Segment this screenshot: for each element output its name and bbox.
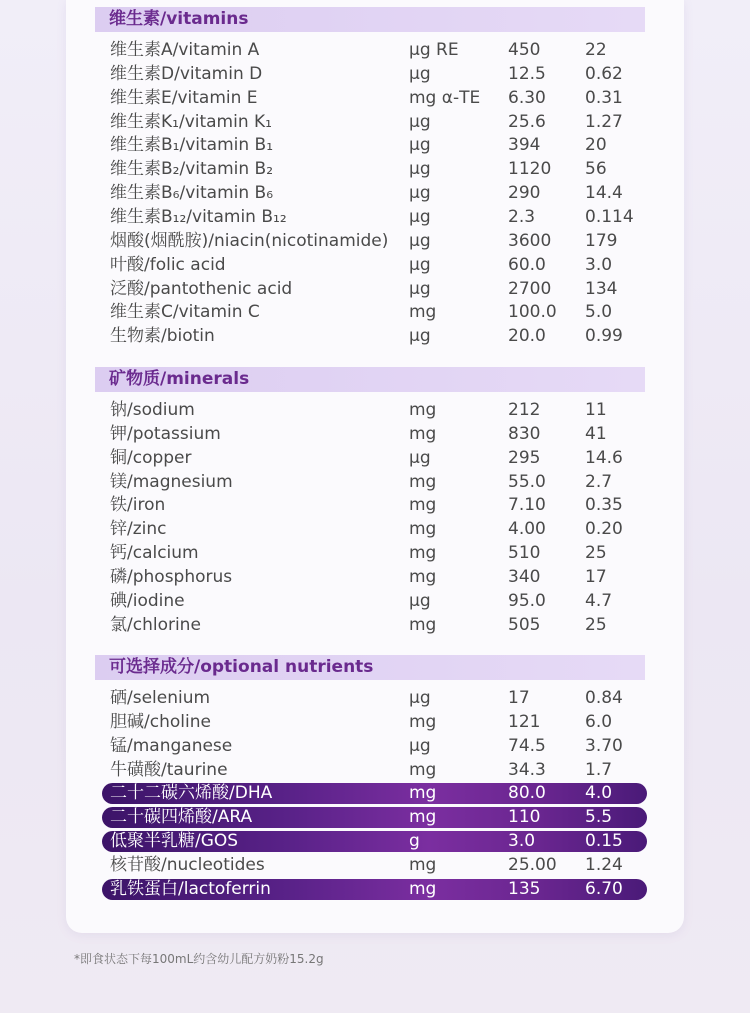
value-per-100ml: 3.70	[585, 735, 623, 756]
value-per-100ml: 5.5	[585, 807, 613, 828]
unit: mg	[409, 400, 437, 420]
unit: μg	[409, 111, 431, 132]
nutrient-name: 碘/iodine	[110, 590, 185, 611]
value-per-100g: 1120	[508, 159, 552, 180]
unit: mg	[409, 878, 437, 899]
value-per-100ml: 22	[585, 40, 607, 60]
nutrient-name: 铁/iron	[110, 495, 166, 516]
value-per-100g: 505	[508, 614, 541, 635]
unit: μg	[409, 326, 431, 347]
unit: mg	[409, 783, 437, 804]
table-row	[66, 446, 684, 470]
table-row	[66, 205, 684, 229]
table-row	[66, 877, 684, 901]
value-per-100ml: 6.70	[585, 878, 623, 899]
unit: μg	[409, 278, 431, 299]
value-per-100g: 25.6	[508, 111, 546, 132]
unit: μg	[409, 590, 431, 611]
unit: mg	[409, 711, 437, 732]
value-per-100g: 4.00	[508, 519, 546, 540]
value-per-100g: 121	[508, 711, 541, 732]
nutrient-name: 维生素B₁₂/vitamin B₁₂	[110, 206, 287, 227]
value-per-100ml: 14.4	[585, 183, 623, 204]
value-per-100g: 830	[508, 423, 541, 444]
value-per-100g: 25.00	[508, 854, 557, 875]
unit: μg	[409, 735, 431, 756]
value-per-100g: 12.5	[508, 63, 546, 84]
nutrient-name: 叶酸/folic acid	[110, 254, 226, 275]
value-per-100ml: 0.31	[585, 87, 623, 108]
value-per-100ml: 2.7	[585, 471, 613, 492]
value-per-100ml: 1.24	[585, 854, 623, 875]
table-row	[66, 758, 684, 782]
value-per-100g: 20.0	[508, 326, 546, 347]
unit: μg	[409, 135, 431, 156]
unit: mg	[409, 614, 437, 635]
nutrient-name: 锌/zinc	[110, 519, 167, 540]
value-per-100ml: 0.62	[585, 63, 623, 84]
nutrient-name: 维生素B₁/vitamin B₁	[110, 135, 274, 156]
table-row	[66, 62, 684, 86]
nutrient-name: 维生素B₆/vitamin B₆	[110, 183, 274, 204]
nutrient-name: 乳铁蛋白/lactoferrin	[110, 878, 271, 899]
value-per-100ml: 1.7	[585, 759, 613, 780]
unit: mg	[409, 423, 437, 444]
nutrient-name: 钠/sodium	[110, 400, 195, 420]
nutrient-name: 钾/potassium	[110, 423, 221, 444]
table-row	[66, 493, 684, 517]
value-per-100ml: 25	[585, 614, 607, 635]
nutrient-name: 维生素A/vitamin A	[110, 40, 260, 60]
value-per-100g: 3.0	[508, 831, 536, 852]
nutrient-name: 维生素D/vitamin D	[110, 63, 263, 84]
table-row	[66, 133, 684, 157]
value-per-100ml: 0.35	[585, 495, 623, 516]
section-header: 可选择成分/optional nutrients	[95, 655, 645, 680]
nutrient-name: 维生素B₂/vitamin B₂	[110, 159, 274, 180]
unit: μg	[409, 688, 431, 708]
nutrient-name: 钙/calcium	[110, 543, 199, 564]
unit: mg	[409, 854, 437, 875]
nutrition-table-card	[66, 0, 684, 933]
table-row	[66, 829, 684, 853]
table-row	[66, 324, 684, 348]
table-row	[66, 470, 684, 494]
nutrient-name: 锰/manganese	[110, 735, 233, 756]
value-per-100g: 17	[508, 688, 530, 708]
value-per-100g: 6.30	[508, 87, 546, 108]
table-row	[66, 613, 684, 637]
nutrient-name: 泛酸/pantothenic acid	[110, 278, 293, 299]
unit: μg	[409, 63, 431, 84]
value-per-100g: 34.3	[508, 759, 546, 780]
value-per-100g: 60.0	[508, 254, 546, 275]
value-per-100g: 212	[508, 400, 541, 420]
nutrient-name: 二十二碳六烯酸/DHA	[110, 783, 273, 804]
unit: μg	[409, 159, 431, 180]
value-per-100ml: 41	[585, 423, 607, 444]
value-per-100g: 2700	[508, 278, 552, 299]
nutrient-name: 铜/copper	[110, 447, 192, 468]
table-row	[66, 805, 684, 829]
table-row	[66, 157, 684, 181]
unit: mg	[409, 471, 437, 492]
section-header: 矿物质/minerals	[95, 367, 645, 392]
nutrient-name: 胆碱/choline	[110, 711, 211, 732]
nutrient-name: 低聚半乳糖/GOS	[110, 831, 239, 852]
nutrient-name: 二十碳四烯酸/ARA	[110, 807, 253, 828]
value-per-100g: 110	[508, 807, 541, 828]
section-header: 维生素/vitamins	[95, 7, 645, 32]
nutrient-name: 硒/selenium	[110, 688, 211, 708]
table-row	[66, 589, 684, 613]
table-row	[66, 300, 684, 324]
unit: mg	[409, 759, 437, 780]
value-per-100g: 450	[508, 40, 541, 60]
value-per-100g: 100.0	[508, 302, 557, 323]
nutrient-name: 生物素/biotin	[110, 326, 215, 347]
value-per-100ml: 20	[585, 135, 607, 156]
value-per-100ml: 0.84	[585, 688, 623, 708]
unit: g	[409, 831, 420, 852]
unit: mg	[409, 519, 437, 540]
unit: μg RE	[409, 40, 459, 60]
footnote: *即食状态下每100mL约含幼儿配方奶粉15.2g	[74, 952, 324, 966]
table-row	[66, 110, 684, 134]
table-row	[66, 86, 684, 110]
value-per-100ml: 4.7	[585, 590, 613, 611]
value-per-100ml: 4.0	[585, 783, 613, 804]
table-row	[66, 734, 684, 758]
value-per-100ml: 17	[585, 566, 607, 587]
table-row	[66, 781, 684, 805]
value-per-100ml: 134	[585, 278, 618, 299]
value-per-100ml: 6.0	[585, 711, 613, 732]
table-row	[66, 398, 684, 422]
nutrient-name: 烟酸(烟酰胺)/niacin(nicotinamide)	[110, 230, 389, 251]
value-per-100g: 55.0	[508, 471, 546, 492]
value-per-100ml: 179	[585, 230, 618, 251]
value-per-100g: 7.10	[508, 495, 546, 516]
table-row	[66, 541, 684, 565]
value-per-100g: 135	[508, 878, 541, 899]
value-per-100g: 2.3	[508, 206, 536, 227]
unit: mg	[409, 495, 437, 516]
nutrient-name: 维生素E/vitamin E	[110, 87, 258, 108]
unit: mg	[409, 807, 437, 828]
value-per-100g: 290	[508, 183, 541, 204]
value-per-100ml: 3.0	[585, 254, 613, 275]
unit: μg	[409, 183, 431, 204]
value-per-100g: 340	[508, 566, 541, 587]
unit: μg	[409, 254, 431, 275]
unit: μg	[409, 230, 431, 251]
nutrient-name: 镁/magnesium	[110, 471, 233, 492]
table-row	[66, 710, 684, 734]
value-per-100ml: 0.15	[585, 831, 623, 852]
value-per-100g: 295	[508, 447, 541, 468]
value-per-100g: 80.0	[508, 783, 546, 804]
table-row	[66, 229, 684, 253]
unit: μg	[409, 447, 431, 468]
table-row	[66, 277, 684, 301]
value-per-100ml: 11	[585, 400, 607, 420]
table-row	[66, 686, 684, 710]
value-per-100g: 95.0	[508, 590, 546, 611]
unit: mg α-TE	[409, 87, 481, 108]
value-per-100ml: 0.114	[585, 206, 634, 227]
table-row	[66, 38, 684, 62]
nutrient-name: 磷/phosphorus	[110, 566, 233, 587]
unit: mg	[409, 543, 437, 564]
nutrient-name: 维生素K₁/vitamin K₁	[110, 111, 272, 132]
nutrient-name: 氯/chlorine	[110, 614, 201, 635]
value-per-100ml: 25	[585, 543, 607, 564]
value-per-100g: 3600	[508, 230, 552, 251]
value-per-100ml: 0.20	[585, 519, 623, 540]
nutrient-name: 维生素C/vitamin C	[110, 302, 260, 323]
unit: mg	[409, 302, 437, 323]
table-row	[66, 517, 684, 541]
table-row	[66, 565, 684, 589]
table-row	[66, 853, 684, 877]
value-per-100g: 394	[508, 135, 541, 156]
nutrient-name: 核苷酸/nucleotides	[110, 854, 265, 875]
value-per-100ml: 56	[585, 159, 607, 180]
value-per-100ml: 5.0	[585, 302, 613, 323]
value-per-100ml: 0.99	[585, 326, 623, 347]
value-per-100ml: 1.27	[585, 111, 623, 132]
value-per-100ml: 14.6	[585, 447, 623, 468]
table-row	[66, 422, 684, 446]
table-row	[66, 181, 684, 205]
value-per-100g: 510	[508, 543, 541, 564]
unit: mg	[409, 566, 437, 587]
unit: μg	[409, 206, 431, 227]
value-per-100g: 74.5	[508, 735, 546, 756]
nutrient-name: 牛磺酸/taurine	[110, 759, 228, 780]
table-row	[66, 253, 684, 277]
